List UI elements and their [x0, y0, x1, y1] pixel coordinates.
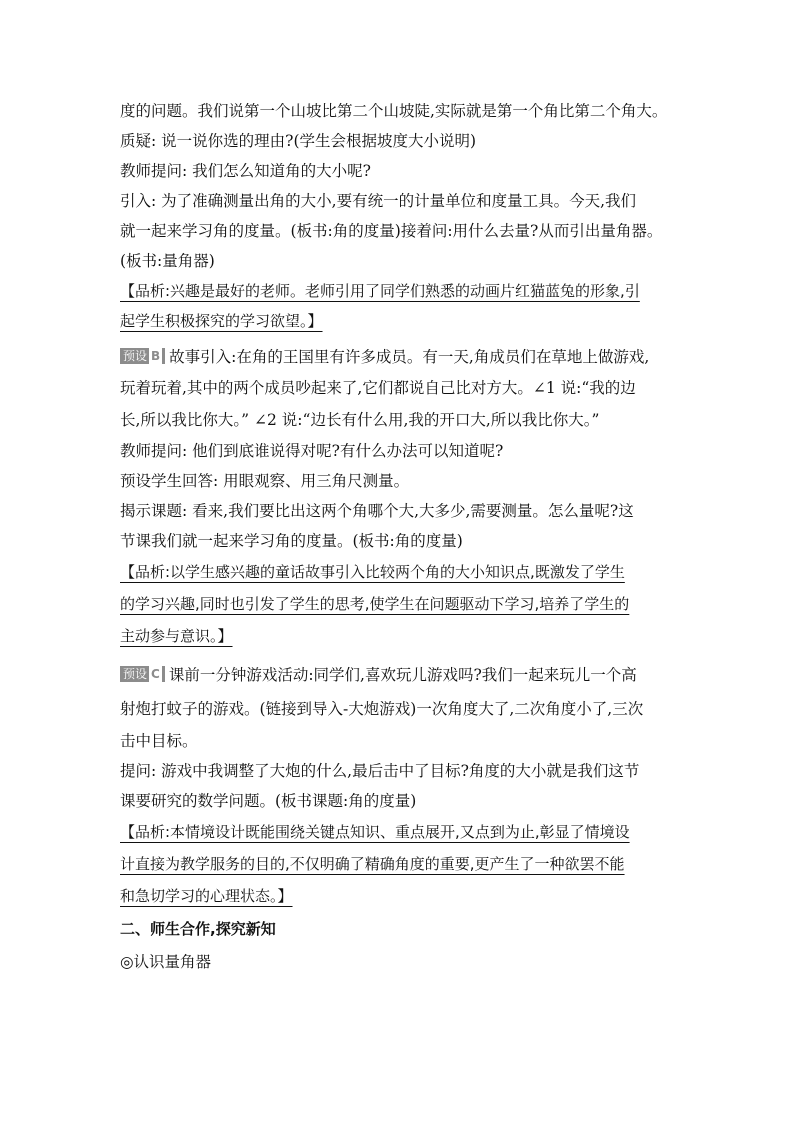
- preset-tag: [120, 666, 165, 682]
- text-line: 预设学生回答: 用眼观察、用三角尺测量。: [120, 472, 410, 490]
- preset-tag-letter: B: [151, 349, 161, 363]
- text-line: 质疑: 说一说你选的理由?(学生会根据坡度大小说明): [120, 132, 477, 150]
- text-line: 教师提问: 我们怎么知道角的大小呢?: [120, 162, 371, 180]
- text-line: 玩着玩着,其中的两个成员吵起来了,它们都说自己比对方大。∠1 说:“我的边: [120, 379, 636, 397]
- section-heading: 二、师生合作,探究新知: [120, 920, 276, 938]
- analysis-line: 主动参与意识。】: [120, 627, 233, 645]
- analysis-line: 【品析:以学生感兴趣的童话故事引入比较两个角的大小知识点,既激发了学生: [120, 563, 625, 581]
- preset-tag: [120, 348, 165, 364]
- analysis-block-a: [120, 276, 680, 336]
- text-line: 射炮打蚊子的游戏。(链接到导入-大炮游戏)一次角度大了,二次角度小了,三次: [120, 700, 644, 718]
- preset-tag-label: 预设: [123, 667, 148, 681]
- text-line: 击中目标。: [120, 732, 198, 750]
- analysis-line: 和急切学习的心理状态。】: [120, 887, 293, 905]
- preset-tag-label: 预设: [123, 349, 148, 363]
- analysis-line: 【品析:本情境设计既能围绕关键点知识、重点展开,又点到为止,彰显了情境设: [120, 823, 630, 841]
- text-line: 引入: 为了准确测量出角的大小,要有统一的计量单位和度量工具。今天,我们: [120, 192, 637, 210]
- text-line: 节课我们就一起来学习角的度量。(板书:角的度量): [120, 532, 463, 550]
- text-line: 揭示课题: 看来,我们要比出这两个角哪个大,大多少,需要测量。怎么量呢?这: [120, 502, 634, 520]
- text-line: 长,所以我比你大。” ∠2 说:“边长有什么用,我的开口大,所以我比你大。”: [120, 411, 600, 429]
- analysis-line: 的学习兴趣,同时也引发了学生的思考,使学生在问题驱动下学习,培养了学生的: [120, 595, 630, 613]
- preset-tag-letter: C: [151, 667, 160, 681]
- document-page: [120, 96, 680, 978]
- preset-block-c: [120, 658, 680, 816]
- text-line: 课要研究的数学问题。(板书课题:角的度量): [120, 792, 417, 810]
- text-line: 教师提问: 他们到底谁说得对呢?有什么办法可以知道呢?: [120, 442, 504, 460]
- analysis-block-b: [120, 556, 680, 652]
- preset-c-first-line: [120, 658, 680, 692]
- analysis-line: 【品析:兴趣是最好的老师。老师引用了同学们熟悉的动画片红猫蓝兔的形象,引: [120, 282, 640, 300]
- text-line: 就一起来学习角的度量。(板书:角的度量)接着问:用什么去量?从而引出量角器。: [120, 222, 663, 240]
- analysis-line: 计直接为教学服务的目的,不仅明确了精确角度的重要,更产生了一种欲罢不能: [120, 855, 625, 873]
- analysis-block-c: [120, 816, 680, 912]
- text-line: 度的问题。我们说第一个山坡比第二个山坡陡,实际就是第一个角比第二个角大。: [120, 102, 668, 120]
- text-span: 课前一分钟游戏活动:同学们,喜欢玩儿游戏吗?我们一起来玩儿一个高: [168, 666, 637, 684]
- analysis-line: 起学生积极探究的学习欲望。】: [120, 312, 323, 330]
- preset-b-first-line: [120, 342, 680, 372]
- subsection-title: ◎认识量角器: [120, 953, 212, 971]
- text-line: 提问: 游戏中我调整了大炮的什么,最后击中了目标?角度的大小就是我们这节: [120, 762, 640, 780]
- text-line: (板书:量角器): [120, 252, 215, 270]
- text-span: 故事引入:在角的王国里有许多成员。有一天,角成员们在草地上做游戏,: [169, 348, 650, 366]
- preset-block-b: [120, 342, 680, 556]
